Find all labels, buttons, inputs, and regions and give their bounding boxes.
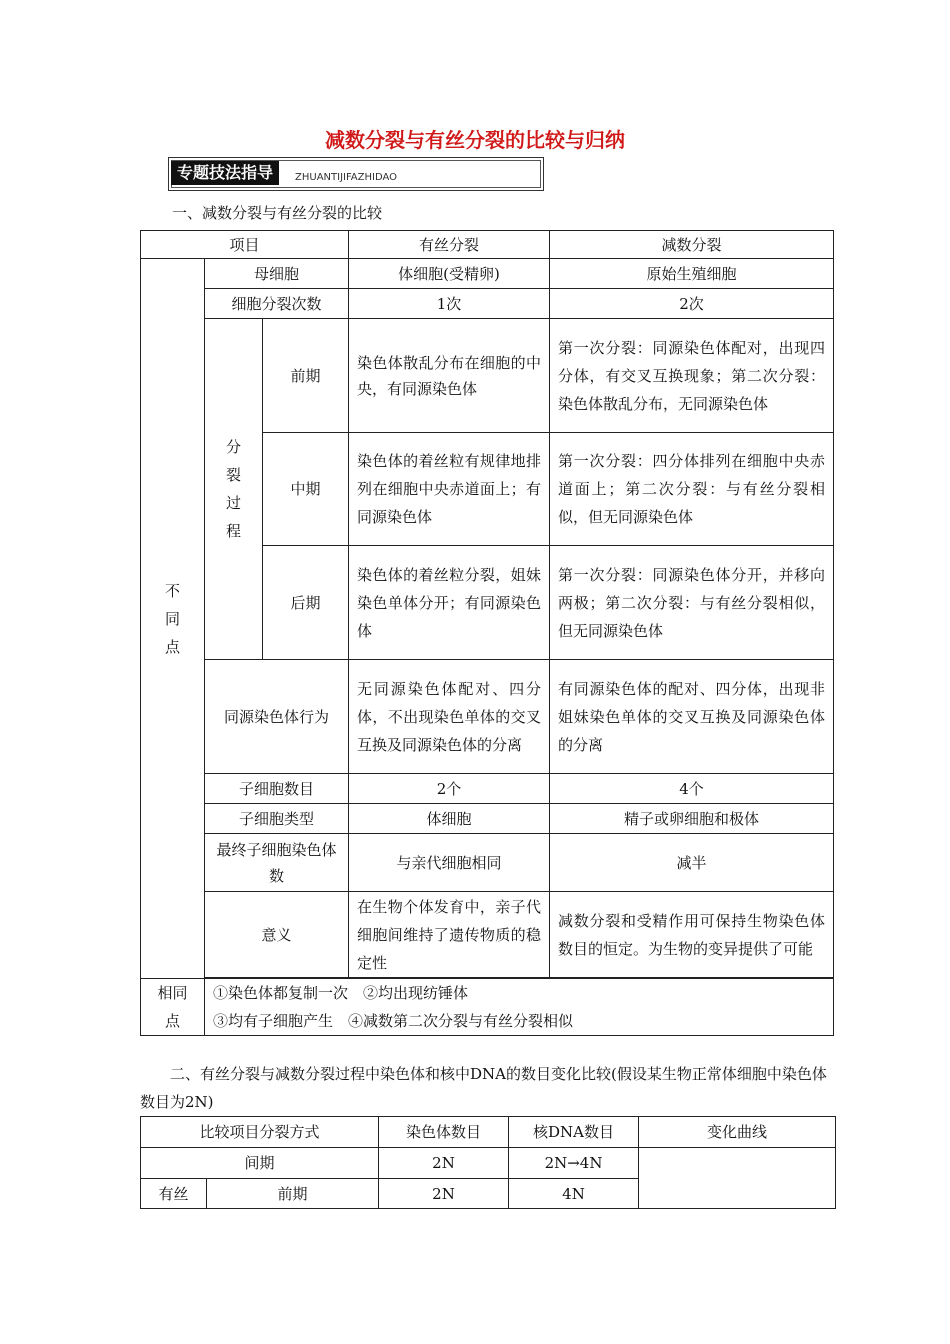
process-text: 分裂过程 (226, 438, 242, 540)
t2-header-dna: 核DNA数目 (509, 1117, 639, 1148)
anaphase-mitosis: 染色体的着丝粒分裂，姐妹染色单体分开；有同源染色体 (349, 546, 550, 660)
count-change-table (140, 1116, 836, 1209)
t2-prophase-label: 前期 (207, 1179, 379, 1209)
differences-text: 不同点 (165, 581, 181, 656)
section-heading-2: 二、有丝分裂与减数分裂过程中染色体和核中DNA的数目变化比较(假设某生物正常体细胞中染色体数目为2N) (140, 1065, 827, 1111)
chromosome-number-mitosis: 与亲代细胞相同 (349, 834, 550, 892)
daughter-count-meiosis: 4个 (550, 774, 834, 804)
homologous-behavior-mitosis: 无同源染色体配对、四分体，不出现染色单体的交叉互换及同源染色体的分离 (349, 660, 550, 774)
daughter-type-mitosis: 体细胞 (349, 804, 550, 834)
mother-cell-label: 母细胞 (205, 259, 349, 289)
division-times-label: 细胞分裂次数 (205, 289, 349, 319)
significance-label: 意义 (205, 892, 349, 978)
mother-cell-meiosis: 原始生殖细胞 (550, 259, 834, 289)
metaphase-meiosis: 第一次分裂：四分体排列在细胞中央赤道面上；第二次分裂：与有丝分裂相似，但无同源染色体 (550, 433, 834, 546)
daughter-count-label: 子细胞数目 (205, 774, 349, 804)
t2-header-chromosome: 染色体数目 (379, 1117, 509, 1148)
interphase-label: 间期 (141, 1148, 379, 1179)
prophase-label: 前期 (263, 319, 349, 433)
chromosome-number-label: 最终子细胞染色体数 (205, 834, 349, 892)
banner-label: 专题技法指导 (171, 161, 279, 185)
interphase-chromosome: 2N (379, 1148, 509, 1179)
prophase-meiosis: 第一次分裂：同源染色体配对，出现四分体，有交叉互换现象；第二次分裂：染色体散乱分布，无同源染色体 (550, 319, 834, 433)
similarities-line-1: ①染色体都复制一次 ②均出现纺锤体 (213, 984, 469, 1002)
t2-prophase-dna: 4N (509, 1179, 639, 1209)
header-mitosis: 有丝分裂 (349, 231, 550, 259)
header-item: 项目 (141, 231, 349, 259)
t2-header-item: 比较项目分裂方式 (141, 1117, 379, 1148)
similarities-text: 相同点 (157, 984, 188, 1030)
daughter-type-label: 子细胞类型 (205, 804, 349, 834)
daughter-count-mitosis: 2个 (349, 774, 550, 804)
division-times-mitosis: 1次 (349, 289, 550, 319)
significance-meiosis: 减数分裂和受精作用可保持生物染色体数目的恒定。为生物的变异提供了可能 (550, 892, 834, 978)
banner-subtitle: ZHUANTIJIFAZHIDAO (295, 172, 398, 183)
similarities-line-2: ③均有子细胞产生 ④减数第二次分裂与有丝分裂相似 (213, 1012, 574, 1030)
homologous-behavior-meiosis: 有同源染色体的配对、四分体，出现非姐妹染色单体的交叉互换及同源染色体的分离 (550, 660, 834, 774)
header-meiosis: 减数分裂 (550, 231, 834, 259)
section-banner (168, 157, 544, 191)
similarities-content (205, 979, 834, 1036)
t2-prophase-chromosome: 2N (379, 1179, 509, 1209)
division-times-meiosis: 2次 (550, 289, 834, 319)
prophase-mitosis: 染色体散乱分布在细胞的中央，有同源染色体 (349, 319, 550, 433)
process-label (205, 319, 263, 660)
significance-mitosis: 在生物个体发育中，亲子代细胞间维持了遗传物质的稳定性 (349, 892, 550, 978)
anaphase-label: 后期 (263, 546, 349, 660)
section-heading-1: 一、减数分裂与有丝分裂的比较 (172, 204, 383, 222)
interphase-dna: 2N→4N (509, 1148, 639, 1179)
anaphase-meiosis: 第一次分裂：同源染色体分开，并移向两极；第二次分裂：与有丝分裂相似，但无同源染色体 (550, 546, 834, 660)
differences-label (141, 259, 205, 979)
chromosome-number-meiosis: 减半 (550, 834, 834, 892)
comparison-table (140, 230, 834, 1036)
t2-header-curve: 变化曲线 (639, 1117, 836, 1148)
similarities-label (141, 979, 205, 1036)
page-title: 减数分裂与有丝分裂的比较与归纳 (325, 128, 625, 152)
curve-cell (639, 1148, 836, 1209)
daughter-type-meiosis: 精子或卵细胞和极体 (550, 804, 834, 834)
mother-cell-mitosis: 体细胞(受精卵) (349, 259, 550, 289)
homologous-behavior-label: 同源染色体行为 (205, 660, 349, 774)
metaphase-mitosis: 染色体的着丝粒有规律地排列在细胞中央赤道面上；有同源染色体 (349, 433, 550, 546)
mitosis-group-label: 有丝 (141, 1179, 207, 1209)
metaphase-label: 中期 (263, 433, 349, 546)
